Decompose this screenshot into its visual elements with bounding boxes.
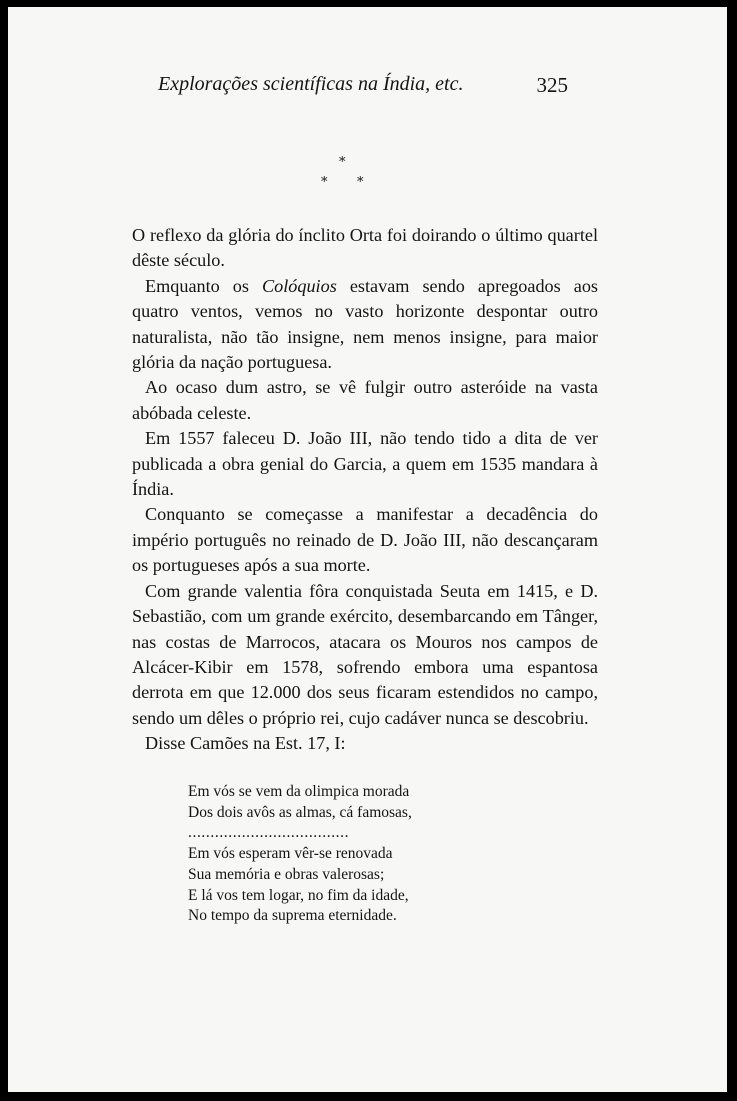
body-text xyxy=(132,223,598,757)
verse-ellipsis: .................................... xyxy=(188,824,350,842)
page-number: 325 xyxy=(536,73,568,97)
verse-line: Dos dois avôs as almas, cá famosas, xyxy=(188,803,412,821)
verse-line: Sua memória e obras valerosas; xyxy=(188,865,385,883)
paragraph-text: Emquanto os xyxy=(145,275,262,296)
paragraph: Com grande valentia fôra conquistada Seuta em 1415, e D. Sebastião, com um grande exército, desembarcando em Tânger, nas costas de Marrocos, atacara os Mouros nos campos de Alcácer-Kibir em 1578, sofrendo embora uma espantosa derrota em que 12.000 dos seus ficaram estendidos no campo, sendo um dêles o próprio rei, cujo cadáver nunca se descobriu. xyxy=(132,580,598,728)
verse-line: Em vós esperam vêr-se renovada xyxy=(188,845,393,863)
book-title-italic: Colóquios xyxy=(262,275,337,296)
paragraph xyxy=(132,274,598,376)
asterism-star-left: * xyxy=(321,175,328,190)
paragraph: Conquanto se começasse a manifestar a decadência do império português no reinado de D. João III, não descançaram os portugueses após a sua morte. xyxy=(132,504,598,576)
asterism-star-top: * xyxy=(339,155,346,170)
paragraph: Ao ocaso dum astro, se vê fulgir outro asteróide na vasta abóbada celeste. xyxy=(132,377,598,423)
verse-line: Em vós se vem da olimpica morada xyxy=(188,783,410,800)
paragraph: Em 1557 faleceu D. João III, não tendo tido a dita de ver publicada a obra genial do Garcia, a quem em 1535 mandara à Índia. xyxy=(132,428,598,500)
running-head xyxy=(158,69,568,99)
asterism-divider xyxy=(313,147,373,197)
paragraph: Disse Camões na Est. 17, I: xyxy=(145,733,346,754)
running-title: Explorações scientíficas na Índia, etc. xyxy=(158,73,464,95)
verse-line: E lá vos tem logar, no fim da idade, xyxy=(188,886,409,904)
paragraph-text: estavam sendo apregoados aos quatro ventos, vemos no vasto horizonte despontar outro naturalista, não tão insigne, nem menos insigne, para maior glória da nação portuguesa. xyxy=(132,275,598,373)
verse-line: No tempo da suprema eternidade. xyxy=(188,907,397,925)
paragraph: O reflexo da glória do ínclito Orta foi doirando o último quartel dêste século. xyxy=(132,225,598,271)
verse-quotation xyxy=(188,782,458,927)
asterism-star-right: * xyxy=(357,175,364,190)
book-page xyxy=(8,7,727,1092)
